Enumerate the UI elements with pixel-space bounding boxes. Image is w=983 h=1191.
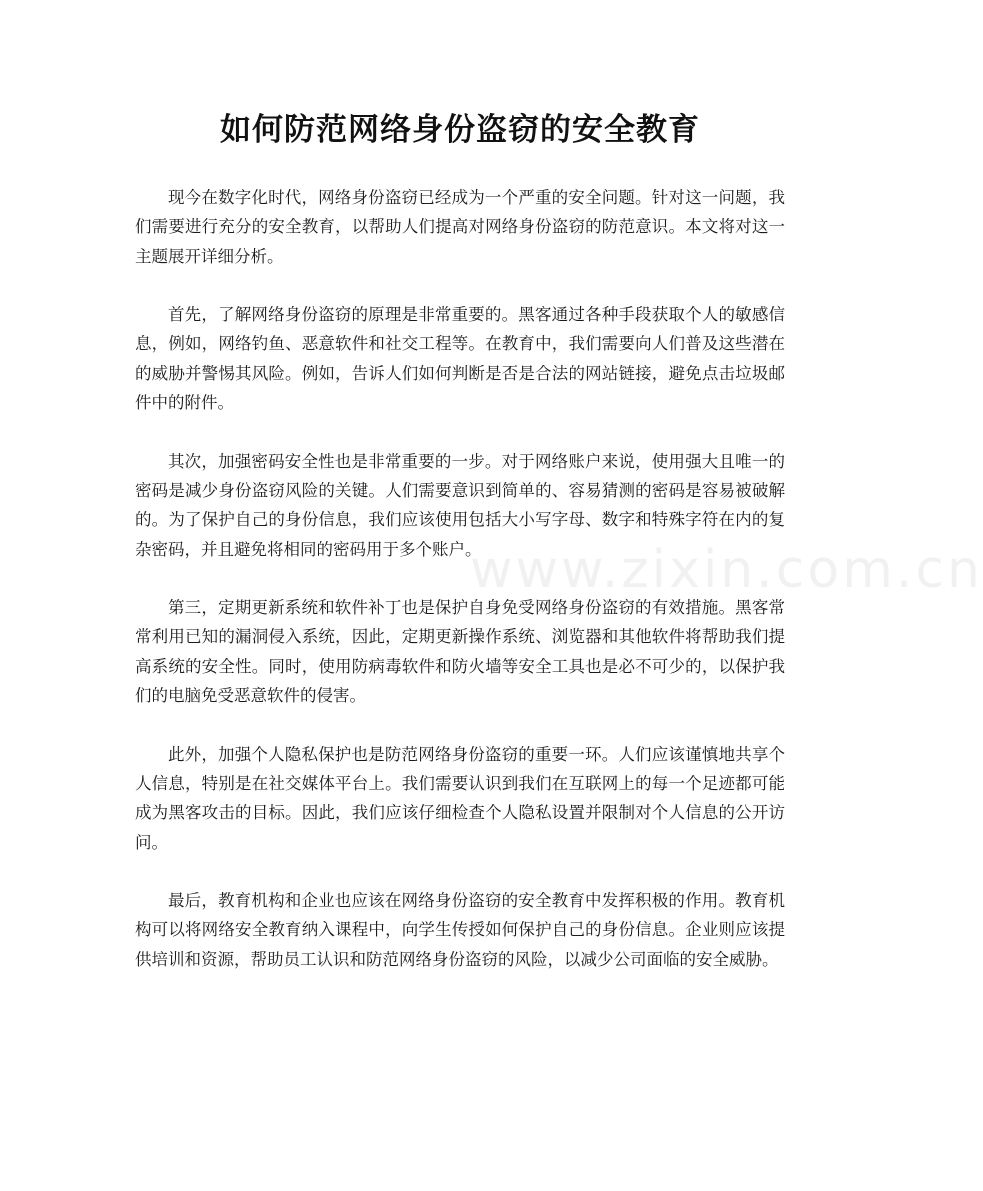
paragraph-institutions-role: 最后，教育机构和企业也应该在网络身份盗窃的安全教育中发挥积极的作用。教育机构可以将网络安全教育纳入课程中，向学生传授如何保护自己的身份信息。企业则应该提供培训和资源，帮助员工认识和防范网络身份盗窃的风险，以减少公司面临的安全威胁。 xyxy=(135,891,785,969)
watermark-text: www.zixin.com.cn xyxy=(470,540,983,600)
paragraph-password-security: 其次，加强密码安全性也是非常重要的一步。对于网络账户来说，使用强大且唯一的密码是减少身份盗窃风险的关键。人们需要意识到简单的、容易猜测的密码是容易被破解的。为了保护自己的身份信息，我们应该使用包括大小写字母、数字和特殊字符在内的复杂密码，并且避免将相同的密码用于多个账户。 xyxy=(135,451,785,559)
paragraph-intro: 现今在数字化时代，网络身份盗窃已经成为一个严重的安全问题。针对这一问题，我们需要进行充分的安全教育，以帮助人们提高对网络身份盗窃的防范意识。本文将对这一主题展开详细分析。 xyxy=(135,188,785,266)
document-body xyxy=(135,183,785,1003)
paragraph-privacy-protection: 此外，加强个人隐私保护也是防范网络身份盗窃的重要一环。人们应该谨慎地共享个人信息，特别是在社交媒体平台上。我们需要认识到我们在互联网上的每一个足迹都可能成为黑客攻击的目标。因此，我们应该仔细检查个人隐私设置并限制对个人信息的公开访问。 xyxy=(135,744,785,852)
paragraph-system-updates: 第三，定期更新系统和软件补丁也是保护自身免受网络身份盗窃的有效措施。黑客常常利用已知的漏洞侵入系统，因此，定期更新操作系统、浏览器和其他软件将帮助我们提高系统的安全性。同时，使用防病毒软件和防火墙等安全工具也是必不可少的，以保护我们的电脑免受恶意软件的侵害。 xyxy=(135,598,785,706)
document-title: 如何防范网络身份盗窃的安全教育 xyxy=(220,112,700,148)
paragraph-understand-principles: 首先，了解网络身份盗窃的原理是非常重要的。黑客通过各种手段获取个人的敏感信息，例如，网络钓鱼、恶意软件和社交工程等。在教育中，我们需要向人们普及这些潜在的威胁并警惕其风险。例如，告诉人们如何判断是否是合法的网站链接，避免点击垃圾邮件中的附件。 xyxy=(135,305,785,413)
